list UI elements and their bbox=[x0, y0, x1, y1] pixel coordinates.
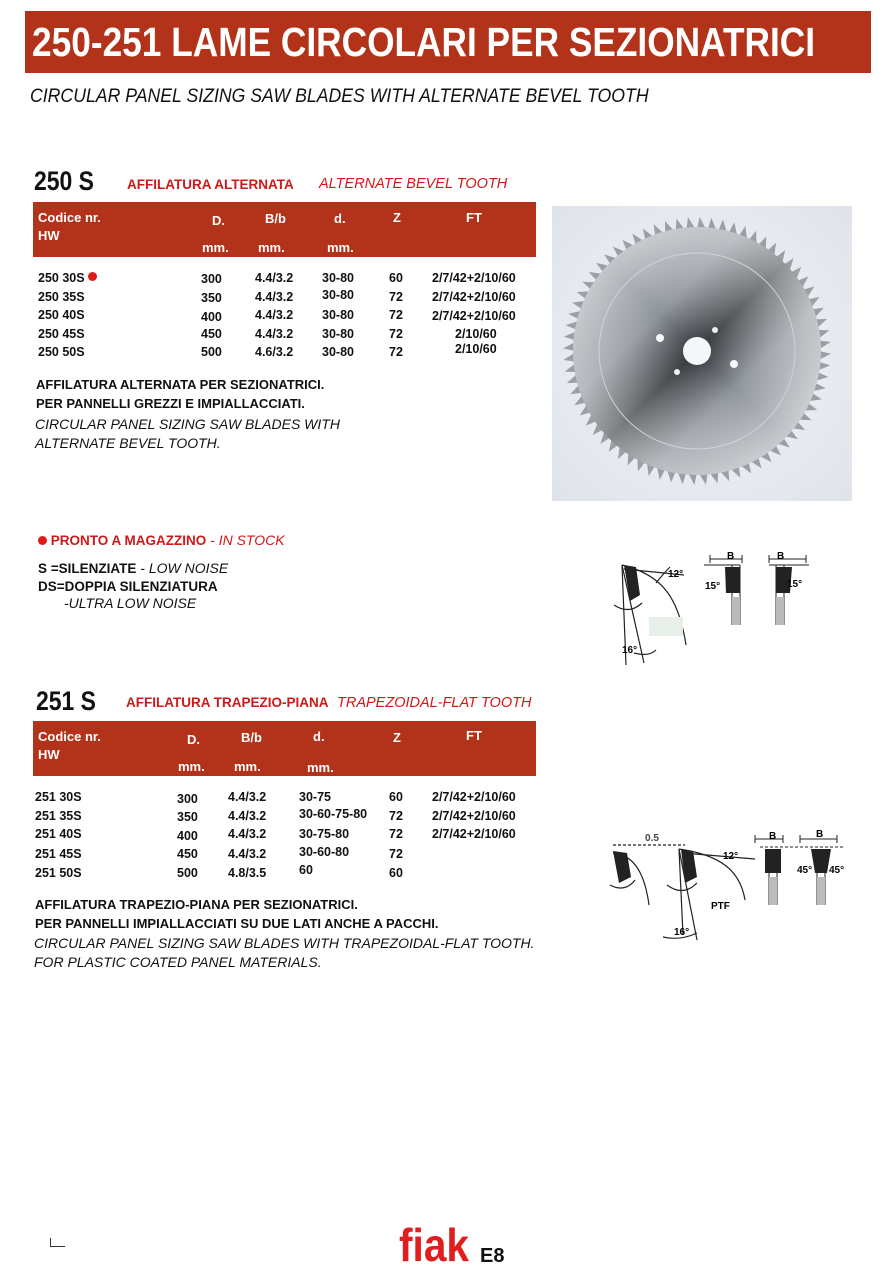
row-thickness: 4.4/3.2 bbox=[255, 271, 294, 285]
description-it-250-line2: PER PANNELLI GREZZI E IMPIALLACCIATI. bbox=[36, 396, 305, 411]
col-code: Codice nr. bbox=[38, 729, 101, 744]
legend-s-en: - LOW NOISE bbox=[136, 560, 229, 576]
row-bore: 30-80 bbox=[322, 288, 354, 302]
row-code: 250 35S bbox=[38, 290, 85, 304]
row-thickness: 4.6/3.2 bbox=[255, 345, 294, 359]
table-row bbox=[38, 327, 538, 343]
description-en-250-line2: ALTERNATE BEVEL TOOTH. bbox=[35, 435, 221, 451]
row-code: 250 50S bbox=[38, 345, 85, 359]
description-en-250: CIRCULAR PANEL SIZING SAW BLADES WITH bbox=[35, 416, 340, 432]
angle-12: 12° bbox=[723, 851, 739, 862]
col-ft: FT bbox=[466, 210, 482, 225]
legend-ds-en: -ULTRA LOW NOISE bbox=[64, 595, 197, 611]
table-row bbox=[38, 290, 538, 306]
col-thickness: B/b bbox=[265, 211, 286, 226]
row-ft: 2/10/60 bbox=[455, 327, 497, 341]
row-bore: 30-80 bbox=[322, 271, 354, 285]
col-teeth: Z bbox=[393, 210, 401, 225]
legend-s-it: S =SILENZIATE bbox=[38, 561, 137, 576]
row-ft: 2/7/42+2/10/60 bbox=[432, 309, 516, 323]
b-label-left: B bbox=[769, 831, 777, 842]
row-teeth: 72 bbox=[389, 809, 403, 823]
row-diameter: 350 bbox=[177, 810, 198, 824]
tooth-type-en-250: ALTERNATE BEVEL TOOTH bbox=[319, 176, 508, 192]
row-diameter: 350 bbox=[201, 291, 222, 305]
col-code: Codice nr. bbox=[38, 210, 101, 225]
row-diameter: 450 bbox=[201, 327, 222, 341]
angle-15-left: 15° bbox=[705, 581, 721, 592]
row-ft: 2/7/42+2/10/60 bbox=[432, 271, 516, 285]
ptf-label: PTF bbox=[711, 901, 730, 912]
col-diameter: D. bbox=[212, 213, 225, 228]
table-row bbox=[35, 790, 535, 806]
saw-blade-photo bbox=[552, 206, 852, 501]
angle-15-right: 15° bbox=[787, 579, 803, 590]
b-label-right: B bbox=[777, 551, 785, 562]
tooth-type-en-251: TRAPEZOIDAL-FLAT TOOTH bbox=[337, 695, 532, 711]
row-diameter: 400 bbox=[177, 829, 198, 843]
b-label-left: B bbox=[727, 551, 735, 562]
row-thickness: 4.4/3.2 bbox=[228, 827, 267, 841]
in-stock-dot bbox=[38, 536, 47, 545]
col-code-hw: HW bbox=[38, 747, 60, 762]
model-250-heading: 250 S bbox=[34, 166, 94, 196]
page-subtitle: CIRCULAR PANEL SIZING SAW BLADES WITH ALTERNATE BEVEL TOOTH bbox=[30, 86, 649, 107]
row-ft: 2/7/42+2/10/60 bbox=[432, 290, 516, 304]
tooth-type-it-251: AFFILATURA TRAPEZIO-PIANA bbox=[126, 695, 329, 710]
row-thickness: 4.4/3.2 bbox=[228, 790, 267, 804]
row-bore: 30-80 bbox=[322, 308, 354, 322]
col-bore: d. bbox=[313, 729, 325, 744]
unit-diameter: mm. bbox=[202, 240, 229, 255]
table-header-250 bbox=[33, 202, 536, 257]
row-code: 250 30S bbox=[38, 271, 85, 285]
row-bore: 60 bbox=[299, 863, 313, 877]
angle-45-right: 45° bbox=[829, 865, 845, 876]
page-number: E8 bbox=[480, 1245, 505, 1267]
row-code: 251 50S bbox=[35, 866, 82, 880]
row-thickness: 4.8/3.5 bbox=[228, 866, 267, 880]
row-diameter: 500 bbox=[201, 345, 222, 359]
unit-bore: mm. bbox=[307, 760, 334, 775]
corner-mark bbox=[50, 1238, 65, 1247]
col-bore: d. bbox=[334, 211, 346, 226]
description-it-250: AFFILATURA ALTERNATA PER SEZIONATRICI. bbox=[36, 377, 325, 392]
row-teeth: 72 bbox=[389, 847, 403, 861]
row-teeth: 60 bbox=[389, 866, 403, 880]
row-thickness: 4.4/3.2 bbox=[228, 809, 267, 823]
tooth-geometry-diagram-250 bbox=[604, 545, 814, 670]
legend-stock bbox=[38, 532, 285, 548]
tooth-geometry-diagram-251 bbox=[605, 825, 850, 945]
legend-ds-it: DS=DOPPIA SILENZIATURA bbox=[38, 579, 218, 594]
row-code: 250 40S bbox=[38, 308, 85, 322]
row-diameter: 300 bbox=[177, 792, 198, 806]
row-teeth: 60 bbox=[389, 790, 403, 804]
description-en-251-line2: FOR PLASTIC COATED PANEL MATERIALS. bbox=[34, 954, 322, 970]
angle-12: 12° bbox=[668, 569, 684, 580]
row-code: 251 40S bbox=[35, 827, 82, 841]
col-code-hw: HW bbox=[38, 228, 60, 243]
angle-16: 16° bbox=[674, 927, 690, 938]
row-teeth: 72 bbox=[389, 827, 403, 841]
description-en-251: CIRCULAR PANEL SIZING SAW BLADES WITH TRAPEZOIDAL-FLAT TOOTH. bbox=[34, 935, 535, 951]
table-header-251 bbox=[33, 721, 536, 776]
description-it-251-line2: PER PANNELLI IMPIALLACCIATI SU DUE LATI ANCHE A PACCHI. bbox=[35, 916, 439, 931]
unit-bore: mm. bbox=[327, 240, 354, 255]
row-code: 251 35S bbox=[35, 809, 82, 823]
col-diameter: D. bbox=[187, 732, 200, 747]
row-thickness: 4.4/3.2 bbox=[255, 290, 294, 304]
table-row bbox=[38, 271, 538, 287]
angle-45-left: 45° bbox=[797, 865, 813, 876]
fiak-logo bbox=[399, 1219, 471, 1267]
legend-s bbox=[38, 560, 228, 576]
row-teeth: 72 bbox=[389, 327, 403, 341]
row-teeth: 60 bbox=[389, 271, 403, 285]
row-diameter: 450 bbox=[177, 847, 198, 861]
row-code: 251 30S bbox=[35, 790, 82, 804]
in-stock-dot bbox=[88, 272, 97, 281]
table-row bbox=[35, 847, 535, 863]
legend-stock-en: - IN STOCK bbox=[206, 532, 285, 548]
row-bore: 30-75-80 bbox=[299, 827, 350, 841]
row-code: 251 45S bbox=[35, 847, 82, 861]
row-thickness: 4.4/3.2 bbox=[255, 327, 294, 341]
table-row bbox=[35, 827, 535, 843]
row-diameter: 400 bbox=[201, 310, 222, 324]
angle-16: 16° bbox=[622, 645, 638, 656]
unit-thickness: mm. bbox=[234, 759, 261, 774]
unit-diameter: mm. bbox=[178, 759, 205, 774]
row-thickness: 4.4/3.2 bbox=[228, 847, 267, 861]
tooth-type-it-250: AFFILATURA ALTERNATA bbox=[127, 177, 294, 192]
row-teeth: 72 bbox=[389, 290, 403, 304]
row-ft: 2/7/42+2/10/60 bbox=[432, 827, 516, 841]
row-teeth: 72 bbox=[389, 308, 403, 322]
title-banner bbox=[25, 11, 871, 73]
col-ft: FT bbox=[466, 728, 482, 743]
row-diameter: 500 bbox=[177, 866, 198, 880]
col-teeth: Z bbox=[393, 730, 401, 745]
unit-thickness: mm. bbox=[258, 240, 285, 255]
legend-stock-it: PRONTO A MAGAZZINO bbox=[50, 533, 207, 548]
table-row bbox=[38, 342, 538, 361]
table-row bbox=[35, 863, 535, 882]
row-bore: 30-60-75-80 bbox=[299, 807, 368, 821]
description-it-251: AFFILATURA TRAPEZIO-PIANA PER SEZIONATRICI. bbox=[35, 897, 358, 912]
offset-0-5: 0.5 bbox=[645, 833, 659, 844]
row-thickness: 4.4/3.2 bbox=[255, 308, 294, 322]
row-teeth: 72 bbox=[389, 345, 403, 359]
row-diameter: 300 bbox=[201, 272, 222, 286]
row-ft: 2/7/42+2/10/60 bbox=[432, 790, 516, 804]
b-label-right: B bbox=[816, 829, 824, 840]
row-ft: 2/7/42+2/10/60 bbox=[432, 809, 516, 823]
row-bore: 30-80 bbox=[322, 327, 354, 341]
logo-text: fiak bbox=[399, 1219, 470, 1267]
table-row bbox=[35, 809, 535, 825]
row-ft: 2/10/60 bbox=[455, 342, 497, 356]
row-bore: 30-80 bbox=[322, 345, 354, 359]
model-251-heading: 251 S bbox=[36, 686, 96, 716]
row-code: 250 45S bbox=[38, 327, 85, 341]
row-bore: 30-75 bbox=[299, 790, 331, 804]
row-bore: 30-60-80 bbox=[299, 845, 350, 859]
table-row bbox=[38, 308, 538, 324]
col-thickness: B/b bbox=[241, 730, 262, 745]
page-title: 250-251 LAME CIRCOLARI PER SEZIONATRICI bbox=[32, 19, 816, 65]
